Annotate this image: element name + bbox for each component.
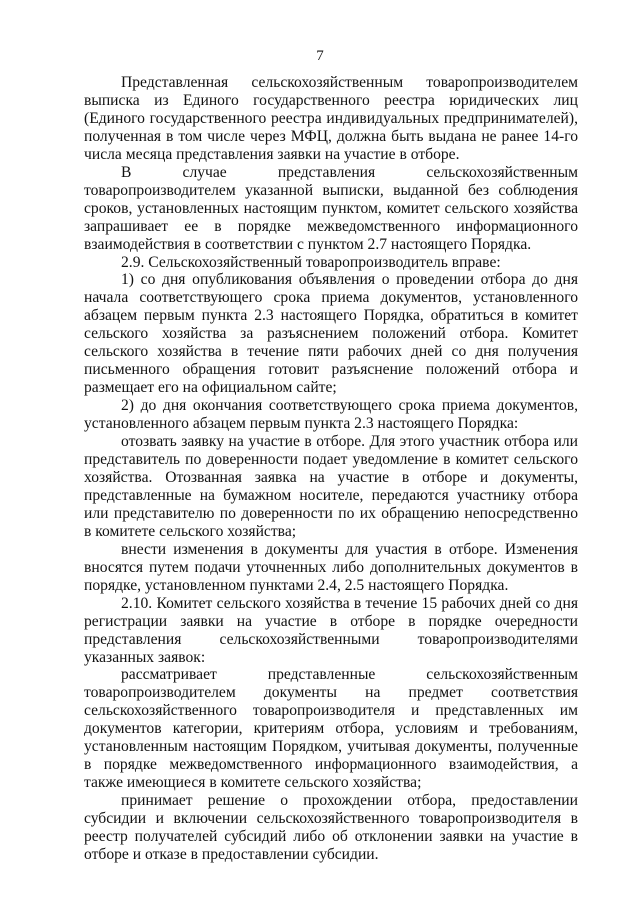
paragraph: отозвать заявку на участие в отборе. Для этого участник отбора или представитель по доверенности подает уведомление в комитет сельского хозяйства. Отозванная заявка на участие в отборе и документы, представленные на бумажном носителе, передаются участнику отбора или представителю по доверенности по их обращению непосредственно в комитете сельского хозяйства; [84,433,578,540]
paragraph: 2.9. Сельскохозяйственный товаропроизводитель вправе: [121,253,501,271]
paragraph: 2.10. Комитет сельского хозяйства в течение 15 рабочих дней со дня регистрации заявки на участие в отборе в порядке очередности представления сельскохозяйственными товаропроизводителями указанных заявок: [84,594,578,666]
page-number: 7 [316,48,324,64]
paragraph: 2) до дня окончания соответствующего срока приема документов, установленного абзацем первым пункта 2.3 настоящего Порядка: [84,397,578,433]
paragraph: рассматривает представленные сельскохозяйственным товаропроизводителем документы на предмет соответствия сельскохозяйственного товаропроизводителя и представленных им документов категории, критериям отбора, условиям и требованиям, установленным настоящим Порядком, учитывая документы, полученные в порядке межведомственного информационного взаимодействия, а также имеющиеся в комитете сельского хозяйства; [84,666,578,792]
document-body [84,74,578,864]
paragraph: внести изменения в документы для участия в отборе. Изменения вносятся путем подачи уточненных либо дополнительных документов в порядке, установленном пунктами 2.4, 2.5 настоящего Порядка. [84,540,578,594]
paragraph: Представленная сельскохозяйственным товаропроизводителем выписка из Единого государственного реестра юридических лиц (Единого государственного реестра индивидуальных предпринимателей), полученная в том числе через МФЦ, должна быть выдана не ранее 14-го числа месяца представления заявки на участие в отборе. [84,74,578,163]
paragraph: 1) со дня опубликования объявления о проведении отбора до дня начала соответствующего срока приема документов, установленного абзацем первым пункта 2.3 настоящего Порядка, обратиться в комитет сельского хозяйства за разъяснением положений отбора. Комитет сельского хозяйства в течение пяти рабочих дней со дня получения письменного обращения готовит разъяснение положений отбора и размещает его на официальном сайте; [84,271,578,397]
paragraph: принимает решение о прохождении отбора, предоставлении субсидии и включении сельскохозяйственного товаропроизводителя в реестр получателей субсидий либо об отклонении заявки на участие в отборе и отказе в предоставлении субсидии. [84,792,578,863]
paragraph: В случае представления сельскохозяйственным товаропроизводителем указанной выписки, выданной без соблюдения сроков, установленных настоящим пунктом, комитет сельского хозяйства запрашивает ее в порядке межведомственного информационного взаимодействия в соответствии с пунктом 2.7 настоящего Порядка. [84,163,578,253]
